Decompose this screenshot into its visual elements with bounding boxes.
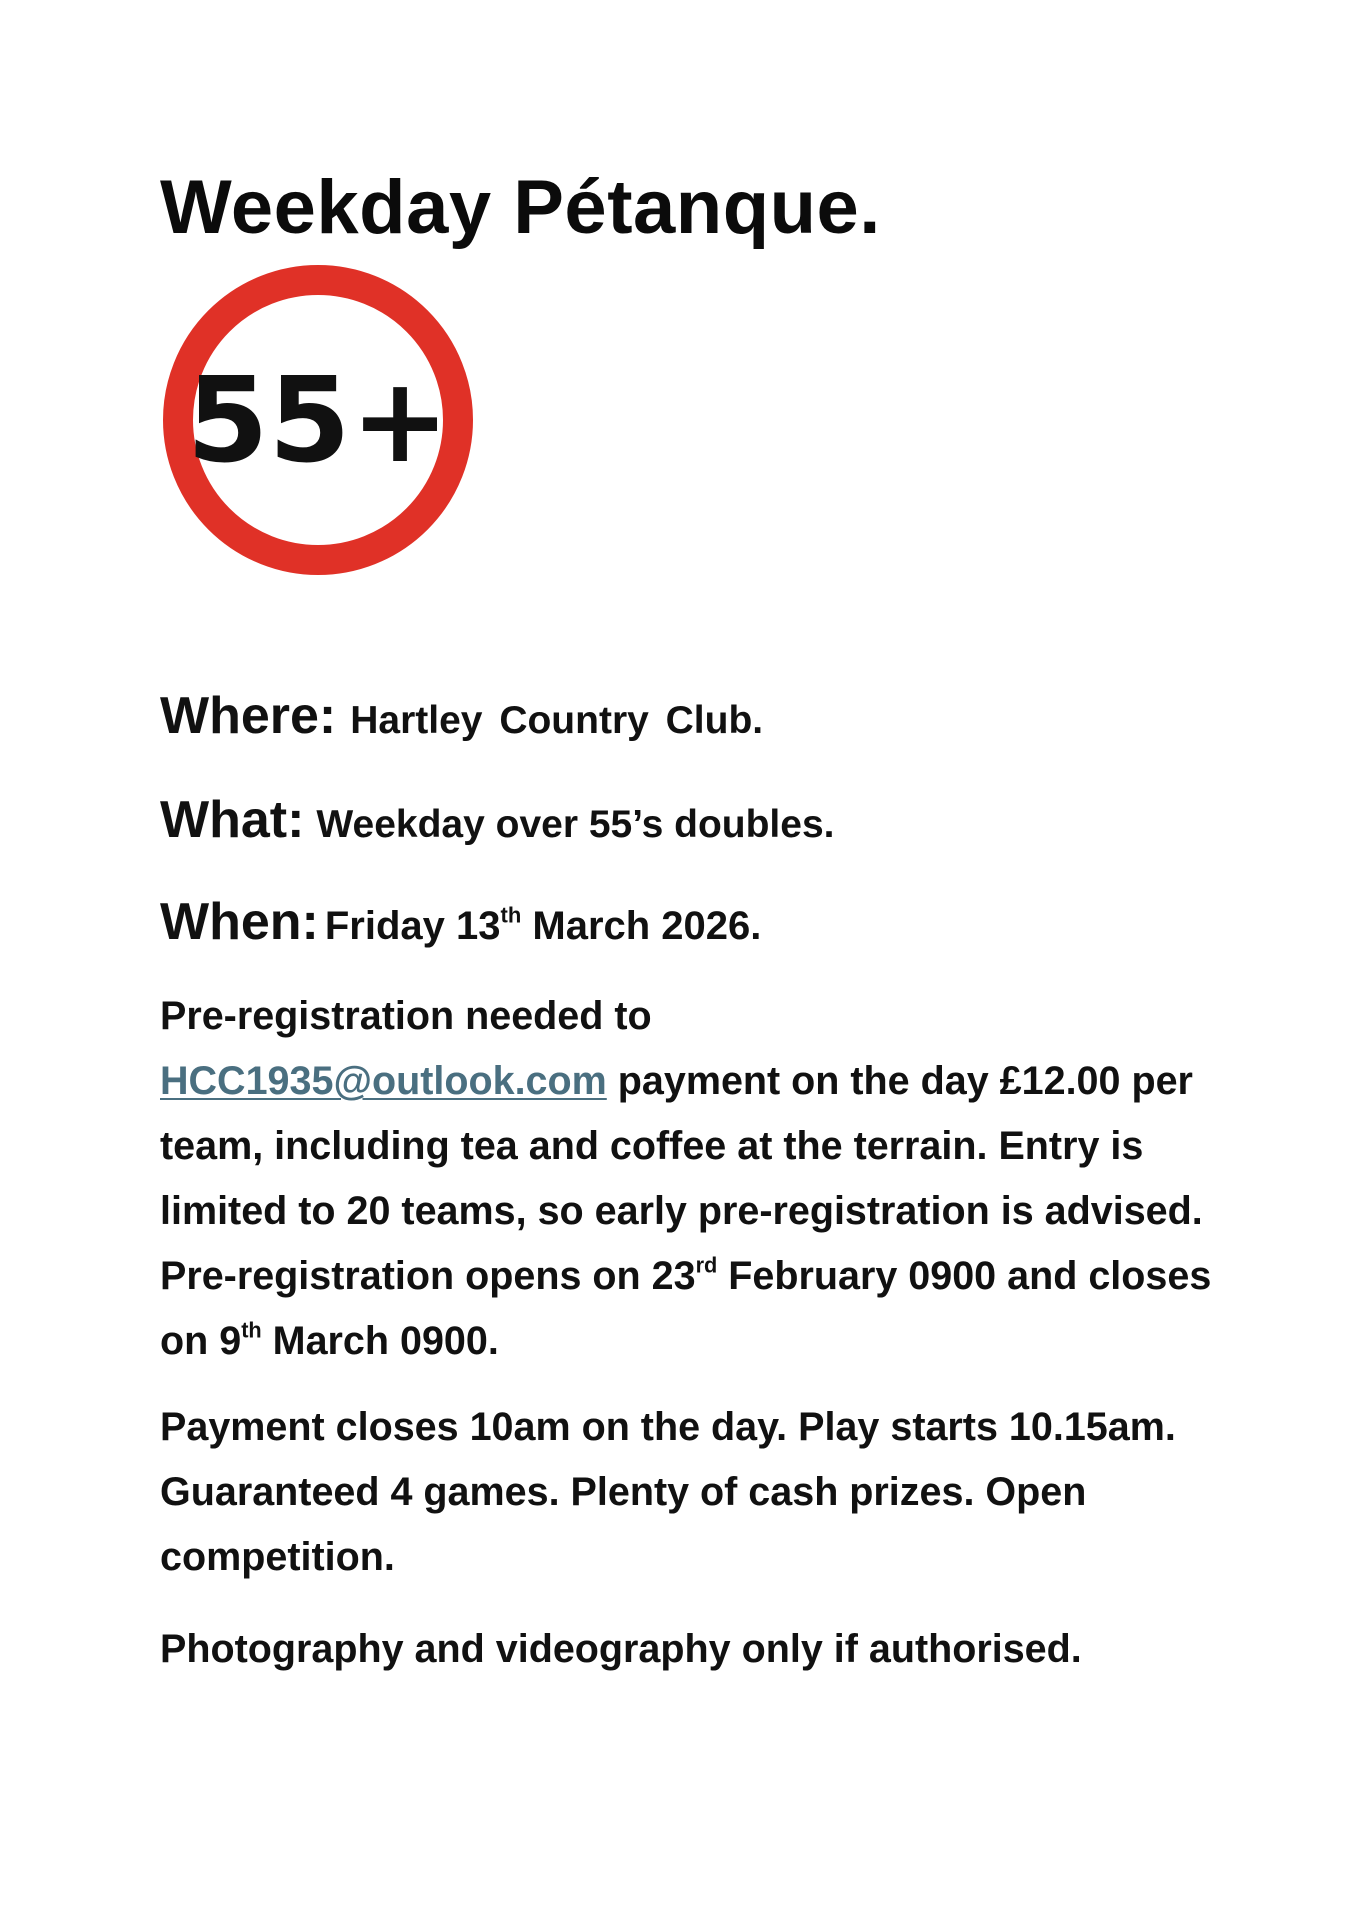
when-month-year: March 2026. xyxy=(521,904,762,948)
what-value: Weekday over 55’s doubles. xyxy=(316,803,835,846)
when-value xyxy=(325,904,762,948)
registration-close-text: February 0900 and closes on xyxy=(160,1254,1212,1363)
where-row xyxy=(160,686,763,746)
when-row xyxy=(160,892,761,952)
badge-text: 55+ xyxy=(186,351,450,489)
payment-paragraph: Payment closes 10am on the day. Play starts 10.15am. Guaranteed 4 games. Plenty of cash prizes. Open competition. xyxy=(160,1405,1176,1579)
when-label: When: xyxy=(160,893,319,951)
what-row xyxy=(160,790,834,850)
close-date-number: 9 xyxy=(219,1319,242,1363)
open-date-ordinal: rd xyxy=(695,1252,718,1278)
where-value: Hartley Country Club. xyxy=(350,699,764,742)
age-restriction-sign-icon xyxy=(160,262,476,578)
page-title: Weekday Pétanque. xyxy=(160,165,881,250)
when-ordinal: th xyxy=(500,902,522,928)
when-day: Friday 13 xyxy=(324,904,501,948)
where-label: Where: xyxy=(160,687,337,745)
registration-paragraph xyxy=(160,984,1220,1374)
email-link[interactable]: HCC1935@outlook.com xyxy=(160,1059,607,1103)
close-date-ordinal: th xyxy=(241,1317,262,1343)
registration-intro: Pre-registration needed to xyxy=(160,994,652,1038)
photography-notice: Photography and videography only if authorised. xyxy=(160,1627,1082,1671)
open-date-number: 23 xyxy=(651,1254,696,1298)
what-label: What: xyxy=(160,791,305,849)
registration-close-time: March 0900. xyxy=(261,1319,499,1363)
registration-details: payment on the day £12.00 per team, including tea and coffee at the terrain. Entry is limited to 20 teams, so early pre-registration is advised. Pre-registration opens on xyxy=(160,1059,1203,1298)
